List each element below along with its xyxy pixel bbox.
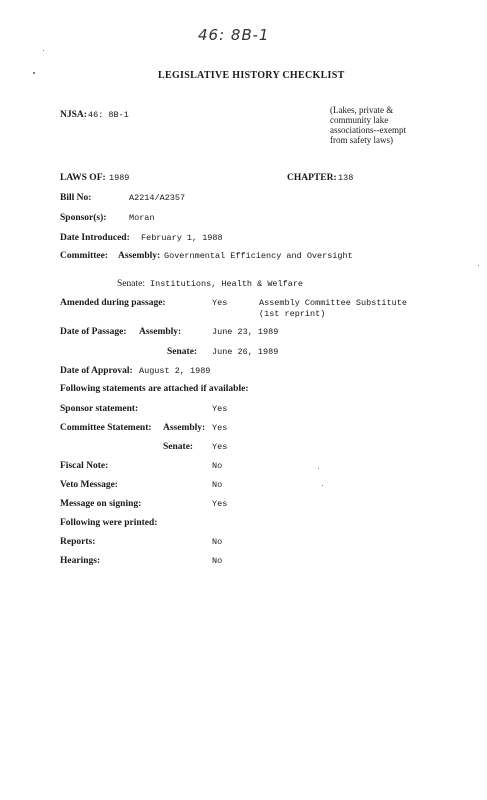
printed-heading: Following were printed: <box>60 518 158 528</box>
date-introduced-label: Date Introduced: <box>60 233 130 243</box>
amended-note-line2: (1st reprint) <box>259 309 326 319</box>
fiscal-note-label: Fiscal Note: <box>60 461 109 471</box>
sponsors-value: Moran <box>129 213 155 223</box>
committee-statement-label: Committee Statement: <box>60 423 152 433</box>
bill-no-value: A2214/A2357 <box>129 193 186 203</box>
amended-note-line1: Assembly Committee Substitute <box>259 298 407 308</box>
statute-description: (Lakes, private & community lake associations--exempt from safety laws) <box>330 105 406 145</box>
committee-statement-senate-label: Senate: <box>163 442 194 452</box>
fiscal-note-value: No <box>212 461 223 471</box>
date-introduced-value: February 1, 1988 <box>141 233 223 243</box>
sponsors-label: Sponsor(s): <box>60 213 107 223</box>
reports-label: Reports: <box>60 537 96 547</box>
committee-assembly-value: Governmental Efficiency and Oversight <box>164 251 353 261</box>
hearings-value: No <box>212 556 223 566</box>
amended-value: Yes <box>212 298 228 308</box>
passage-assembly-label: Assembly: <box>139 327 182 337</box>
committee-senate-value: Institutions, Health & Welfare <box>150 279 304 289</box>
amended-label: Amended during passage: <box>60 298 166 308</box>
reports-value: No <box>212 537 223 547</box>
chapter-label: CHAPTER: <box>287 173 337 183</box>
hearings-label: Hearings: <box>60 556 101 566</box>
laws-of-value: 1989 <box>109 173 130 183</box>
scan-speck <box>33 72 35 74</box>
veto-message-value: No <box>212 480 223 490</box>
committee-statement-senate-value: Yes <box>212 442 228 452</box>
bill-no-label: Bill No: <box>60 193 92 203</box>
njsa-label: NJSA: <box>60 110 87 120</box>
chapter-value: 138 <box>338 173 354 183</box>
committee-assembly-label: Assembly: <box>118 251 161 261</box>
committee-statement-assembly-label: Assembly: <box>163 423 206 433</box>
passage-label: Date of Passage: <box>60 327 127 337</box>
signing-message-value: Yes <box>212 499 228 509</box>
page-title: LEGISLATIVE HISTORY CHECKLIST <box>158 70 345 81</box>
statements-heading: Following statements are attached if available: <box>60 384 249 394</box>
sponsor-statement-label: Sponsor statement: <box>60 404 139 414</box>
passage-assembly-value: June 23, 1989 <box>212 327 279 337</box>
laws-of-label: LAWS OF: <box>60 173 106 183</box>
scan-speck <box>43 50 44 51</box>
veto-message-label: Veto Message: <box>60 480 118 490</box>
scan-speck <box>322 485 323 486</box>
committee-label: Committee: <box>60 251 109 261</box>
signing-message-label: Message on signing: <box>60 499 142 509</box>
njsa-value: 46: 8B-1 <box>88 110 129 120</box>
scan-speck <box>318 468 319 469</box>
committee-statement-assembly-value: Yes <box>212 423 228 433</box>
sponsor-statement-value: Yes <box>212 404 228 414</box>
scan-speck <box>478 265 479 266</box>
approval-label: Date of Approval: <box>60 366 133 376</box>
passage-senate-value: June 26, 1989 <box>212 347 279 357</box>
passage-senate-label: Senate: <box>167 347 198 357</box>
approval-value: August 2, 1989 <box>139 366 211 376</box>
handwritten-annotation: 46: 8B-1 <box>198 26 270 44</box>
committee-senate-label: Senate: <box>117 279 145 289</box>
